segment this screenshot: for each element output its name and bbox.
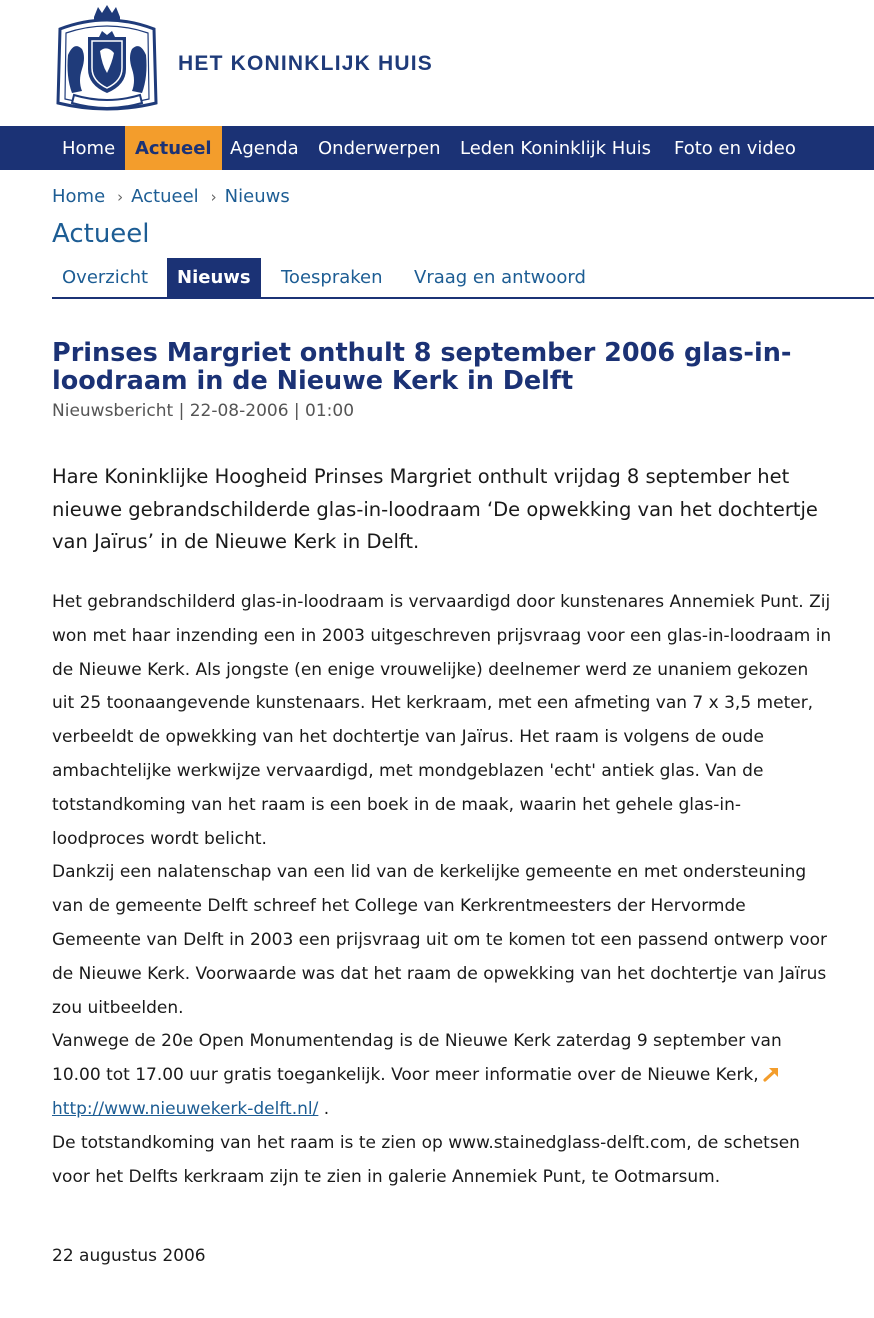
paragraph (52, 1025, 832, 1126)
nav-item-agenda[interactable]: Agenda (230, 138, 299, 159)
page-title: Actueel (52, 219, 150, 249)
breadcrumb-nieuws[interactable]: Nieuws (224, 186, 290, 207)
main-navigation (0, 126, 874, 170)
breadcrumb-home[interactable]: Home (52, 186, 106, 207)
article-date: 22 augustus 2006 (52, 1246, 206, 1266)
tab-toespraken[interactable]: Toespraken (281, 267, 383, 288)
paragraph: Dankzij een nalatenschap van een lid van de kerkelijke gemeente en met ondersteuning van de gemeente Delft schreef het College van Kerkrentmeesters der Hervormde Gemeente van Delft in 2003 een prijsvraag uit om te komen tot een passend ontwerp voor de Nieuwe Kerk. Voorwaarde was dat het raam de opwekking van het dochtertje van Jaïrus zou uitbeelden. (52, 862, 828, 1018)
tab-nieuws[interactable]: Nieuws (167, 258, 261, 297)
nav-item-home[interactable]: Home (62, 138, 116, 159)
chevron-right-icon: › (117, 188, 124, 206)
site-title: HET KONINKLIJK HUIS (178, 52, 433, 75)
chevron-right-icon: › (210, 188, 217, 206)
external-link[interactable]: http://www.nieuwekerk-delft.nl/ (52, 1098, 319, 1119)
article-meta: Nieuwsbericht | 22-08-2006 | 01:00 (52, 401, 355, 421)
article-title: Prinses Margriet onthult 8 september 2006 glas-in-loodraam in de Nieuwe Kerk in Delft (52, 338, 792, 396)
nav-item-actueel[interactable]: Actueel (125, 126, 222, 170)
nav-item-leden-koninklijk-huis[interactable]: Leden Koninklijk Huis (460, 138, 652, 159)
tab-vraag-en-antwoord[interactable]: Vraag en antwoord (414, 267, 586, 288)
paragraph: De totstandkoming van het raam is te zien op www.stainedglass-delft.com, de schetsen voor het Delfts kerkraam zijn te zien in galerie Annemiek Punt, te Ootmarsum. (52, 1132, 800, 1187)
paragraph-text: . (318, 1098, 330, 1119)
site-header (0, 0, 874, 126)
article-lead: Hare Koninklijke Hoogheid Prinses Margriet onthult vrijdag 8 september het nieuwe gebrandschilderde glas-in-loodraam ‘De opwekking van het dochtertje van Jaïrus’ in de Nieuwe Kerk in Delft. (52, 465, 818, 553)
paragraph: Het gebrandschilderd glas-in-loodraam is vervaardigd door kunstenares Annemiek Punt. Zij won met haar inzending een in 2003 uitgeschreven prijsvraag voor een glas-in-loodraam in de Nieuwe Kerk. Als jongste (en enige vrouwelijke) deelnemer werd ze unaniem gekozen uit 25 toonaangevende kunstenaars. Het kerkraam, met een afmeting van 7 x 3,5 meter, verbeeldt de opwekking van het dochtertje van Jaïrus. Het raam is volgens de oude ambachtelijke werkwijze vervaardigd, met mondgeblazen 'echt' antiek glas. Van de totstandkoming van het raam is een boek in de maak, waarin het gehele glas-in-loodproces wordt belicht. (52, 592, 832, 849)
nav-item-foto-en-video[interactable]: Foto en video (674, 138, 796, 159)
breadcrumb-actueel[interactable]: Actueel (131, 186, 199, 207)
article-body (52, 586, 832, 1194)
nav-item-onderwerpen[interactable]: Onderwerpen (318, 138, 441, 159)
tab-overzicht[interactable]: Overzicht (62, 267, 149, 288)
royal-coat-of-arms-logo[interactable] (52, 3, 162, 117)
section-tabs (52, 258, 874, 299)
breadcrumb (52, 186, 290, 207)
external-link-arrow-icon (763, 1066, 781, 1082)
paragraph-text: Vanwege de 20e Open Monumentendag is de Nieuwe Kerk zaterdag 9 september van 10.00 tot 17.00 uur gratis toegankelijk. Voor meer informatie over de Nieuwe Kerk, (52, 1031, 782, 1086)
